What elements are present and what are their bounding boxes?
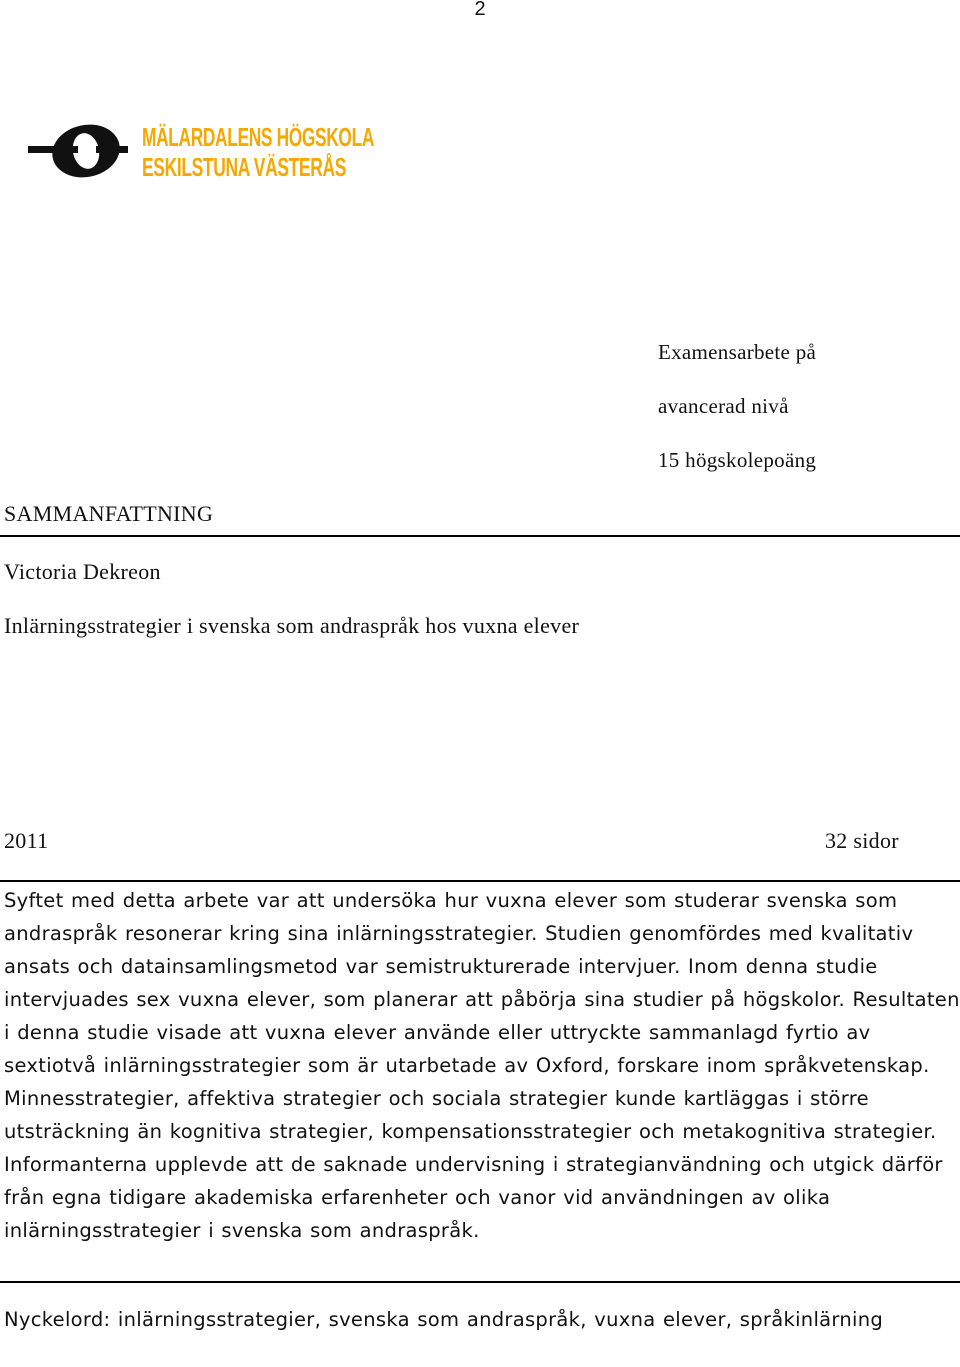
keywords: Nyckelord: inlärningsstrategier, svenska som andraspråk, vuxna elever, språkinlärning — [4, 1308, 884, 1331]
logo-text-line1: MÄLARDALENS HÖGSKOLA — [142, 122, 375, 152]
divider — [0, 535, 960, 537]
publication-year: 2011 — [4, 828, 49, 853]
abstract-text: Syftet med detta arbete var att undersöka hur vuxna elever som studerar svenska som andraspråk resonerar kring sina inlärningsstrategier. Studien genomfördes med kvalitativ ansats och datainsamlingsmetod var semistrukturerade intervjuer. Inom denna studie intervjuades sex vuxna elever, som planerar att påbörja sina studier på högskolor. Resultaten i denna studie visade att vuxna elever använde eller uttryckte sammanlagd fyrtio av sextiotvå inlärningsstrategier som är utarbetade av Oxford, forskare inom språkvetenskap. Minnesstrategier, affektiva strategier och sociala strategier kunde kartläggas i större utsträckning än kognitiva strategier, kompensationsstrategier och metakognitiva strategier. Informanterna upplevde att de saknade undervisning i strategianvändning och utgick därför från egna tidigare akademiska erfarenheter och vanor vid användningen av olika inlärningsstrategier i svenska som andraspråk. — [4, 889, 960, 1242]
logo-text-line2: ESKILSTUNA VÄSTERÅS — [142, 152, 347, 182]
thesis-title: Inlärningsstrategier i svenska som andraspråk hos vuxna elever — [4, 613, 580, 638]
university-emblem-icon — [28, 118, 128, 183]
divider — [0, 880, 960, 882]
author-name: Victoria Dekreon — [4, 559, 161, 584]
thesis-credits: 15 högskolepoäng — [658, 448, 817, 472]
summary-heading: SAMMANFATTNING — [4, 501, 214, 526]
thesis-level: avancerad nivå — [658, 394, 789, 418]
university-logo — [26, 120, 386, 184]
page-count: 32 sidor — [825, 828, 899, 853]
divider — [0, 1281, 960, 1283]
page-number: 2 — [474, 0, 486, 20]
thesis-type: Examensarbete på — [658, 340, 817, 364]
